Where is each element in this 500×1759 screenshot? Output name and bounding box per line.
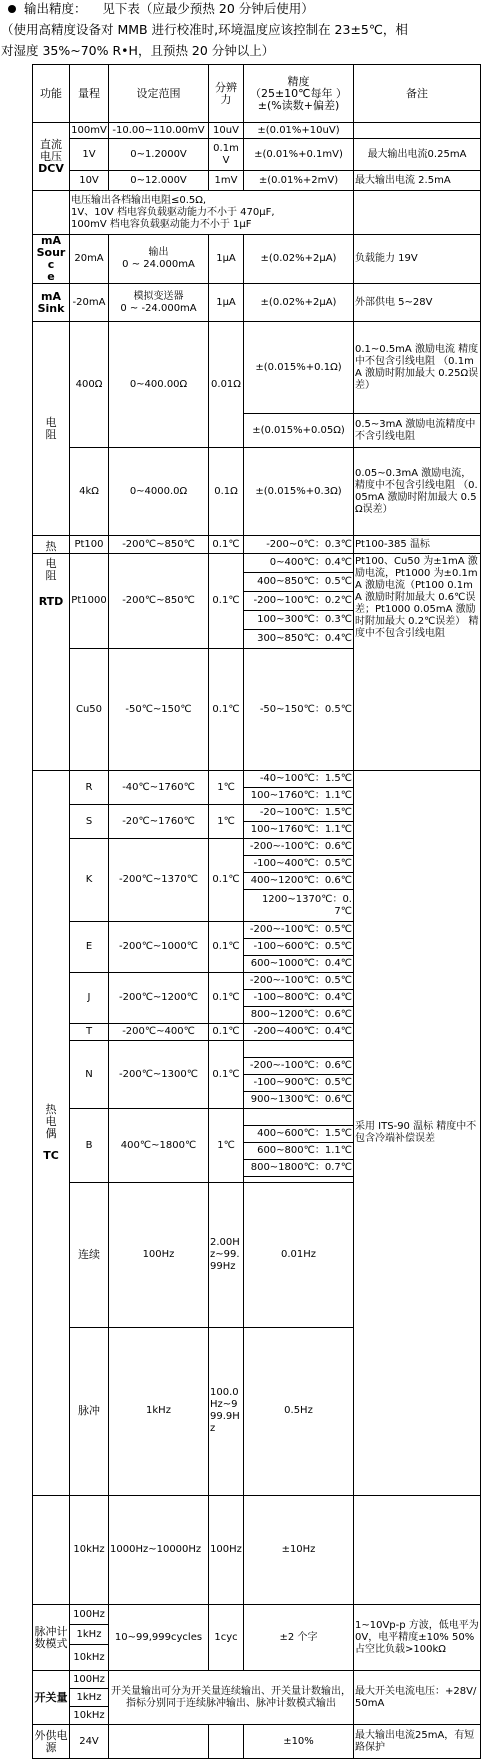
range-cell: 100Hz (70, 1671, 109, 1689)
col-accuracy-line1: 精度 (287, 74, 310, 88)
col-function: 功能 (33, 65, 70, 123)
note-cell: Pt100、Cu50 为±1mA 激励电流，Pt1000 为±0.1mA 激励电流（Pt100 0.1mA 激励时附加最大 0.6℃误差；Pt1000 0.05mA 激励时附加最大 0.2℃误差） 精度中不包含引线电阻 (354, 554, 481, 771)
table-row (33, 1495, 481, 1604)
acc-cell: 800~1200℃：0.6℃ (244, 1007, 354, 1024)
table-row (33, 536, 481, 554)
bullet-icon (8, 5, 16, 13)
res-cell: 1μA (209, 235, 244, 284)
empty-cell (354, 191, 481, 235)
set-cell: 2.00Hz~99.99Hz (209, 1183, 244, 1328)
table-row (33, 554, 481, 573)
res-cell: 0.1mV (209, 139, 244, 171)
acc-cell: ±10% (244, 1725, 354, 1759)
table-row (33, 235, 481, 284)
acc-cell: ±2 个字 (244, 1605, 354, 1671)
res-cell: 0.1Ω (209, 448, 244, 536)
table-row (33, 1725, 481, 1759)
acc-cell: -100~800℃：0.4℃ (244, 990, 354, 1007)
set-cell: 10~99,999cycles (109, 1605, 209, 1671)
func-switch: 开关量 (33, 1671, 70, 1725)
table-row (33, 139, 481, 171)
note-cell: 最大输出电流25mA，有短路保护 (354, 1725, 481, 1759)
res-cell: 100Hz (209, 1495, 244, 1604)
acc-cell-blank (244, 1041, 354, 1058)
res-cell: 0.5Hz (244, 1328, 354, 1496)
res-cell: 0.1℃ (209, 554, 244, 649)
acc-cell: -100~600℃：0.5℃ (244, 939, 354, 956)
res-cell (209, 1725, 244, 1759)
resist-label-2: 阻 (45, 427, 57, 441)
func-pulse-count: 脉冲计数模式 (33, 1605, 70, 1671)
acc-cell: -20~100℃：1.5℃ (244, 805, 354, 822)
acc-cell: ±(0.01%+0.1mV) (244, 139, 354, 171)
header-line-3: 对湿度 35%~70% R•H，且预热 20 分钟以上） (1, 43, 275, 58)
header-line-2: （使用高精度设备对 MMB 进行校准时,环境温度应该控制在 23±5℃，相 (1, 22, 408, 37)
set-cell: 400℃~1800℃ (109, 1109, 209, 1183)
res-cell: 1cyc (209, 1605, 244, 1671)
masource-label-3: e (47, 270, 55, 283)
set-cell: -20℃~1760℃ (109, 805, 209, 839)
res-cell: 0.1℃ (209, 536, 244, 554)
acc-cell: ±(0.015%+0.05Ω) (244, 414, 354, 448)
acc-cell: ±(0.02%+2μA) (244, 284, 354, 322)
range-cell: 10V (70, 171, 109, 191)
set-cell: -200℃~1000℃ (109, 922, 209, 973)
func-pulse: 脉冲 (70, 1328, 109, 1496)
func-supply: 外供电源 (33, 1725, 70, 1759)
dcv-footnote-2: 1V、10V 档电容负载驱动能力不小于 470μF, (71, 206, 275, 218)
table-row (33, 123, 481, 139)
range-cell: T (70, 1024, 109, 1041)
dcv-label-3: DCV (38, 161, 64, 175)
acc-cell-blank (244, 1109, 354, 1126)
res-cell: 10uV (209, 123, 244, 139)
set-cell: 0~4000.0Ω (109, 448, 209, 536)
note-cell (354, 123, 481, 139)
acc-cell: 800~1800℃：0.7℃ (244, 1160, 354, 1177)
note-cell: 最大输出电流0.25mA (354, 139, 481, 171)
acc-cell: 400~600℃：1.5℃ (244, 1126, 354, 1143)
col-range: 量程 (70, 65, 109, 123)
func-continuous: 连续 (70, 1183, 109, 1328)
table-row (33, 1671, 481, 1689)
col-setting: 设定范围 (109, 65, 209, 123)
rtd-label-2: 阻 (45, 569, 57, 582)
set-cell: 0~12.000V (109, 171, 209, 191)
acc-cell: 100~1760℃：1.1℃ (244, 788, 354, 805)
rtd-label-3: RTD (38, 595, 64, 608)
res-cell: 1℃ (209, 1109, 244, 1183)
res-cell: 0.1℃ (209, 649, 244, 771)
acc-cell: ±(0.02%+2μA) (244, 235, 354, 284)
acc-cell: ±10Hz (244, 1495, 354, 1604)
set-cell (109, 235, 209, 284)
set-cell: 0~1.2000V (109, 139, 209, 171)
res-cell: 1℃ (209, 805, 244, 839)
range-cell: 10kHz (70, 1495, 109, 1604)
tc-label-3: 偶 (45, 1126, 57, 1140)
res-cell: 0.01Hz (244, 1183, 354, 1328)
acc-cell: -200~-100℃：0.5℃ (244, 973, 354, 990)
range-cell: 20mA (70, 235, 109, 284)
dcv-footnote-1: 电压输出各档输出电阻≤0.5Ω, (71, 194, 207, 206)
set-cell: -200℃~850℃ (109, 536, 209, 554)
masink-label-1: mA (41, 289, 61, 303)
range-cell: Pt1000 (70, 554, 109, 649)
masink-set-1: 模拟变送器 (133, 290, 184, 302)
col-accuracy (244, 65, 354, 123)
func-rtd (33, 554, 70, 771)
acc-cell: 100~300℃：0.3℃ (244, 611, 354, 630)
acc-cell: 600~800℃：1.1℃ (244, 1143, 354, 1160)
note-cell: 0.1~0.5mA 激励电流 精度中不包含引线电阻 （0.1mA 激励时附加最大 0.25Ω误差） (354, 322, 481, 414)
range-cell: 24V (70, 1725, 109, 1759)
set-cell: -200℃~1300℃ (109, 1041, 209, 1109)
res-cell: 0.1℃ (209, 1041, 244, 1109)
acc-cell: -200~-100℃：0.6℃ (244, 839, 354, 856)
tc-label-4: TC (43, 1148, 59, 1162)
col-note: 备注 (354, 65, 481, 123)
func-ma-sink (33, 284, 70, 322)
range-cell: Pt100 (70, 536, 109, 554)
table-row (33, 171, 481, 191)
range-cell: 10kHz (70, 1707, 109, 1725)
res-cell: 0.1℃ (209, 839, 244, 922)
note-cell: 0.5~3mA 激励电流精度中不含引线电阻 (354, 414, 481, 448)
set-cell: -200℃~1200℃ (109, 973, 209, 1024)
acc-cell: -100~400℃：0.5℃ (244, 856, 354, 873)
acc-cell: -200~-100℃：0.6℃ (244, 1058, 354, 1075)
col-accuracy-line2: （25±10℃每年 ） (249, 86, 348, 100)
col-accuracy-line3: ±(%读数+偏差) (257, 98, 340, 112)
range-cell: E (70, 922, 109, 973)
table-row (33, 448, 481, 536)
acc-cell: -200~100℃：0.2℃ (244, 592, 354, 611)
range-cell: 100Hz (70, 1605, 109, 1625)
acc-cell: -200~-100℃：0.5℃ (244, 922, 354, 939)
masource-label-1: mA (41, 234, 61, 247)
set-cell: -200℃~400℃ (109, 1024, 209, 1041)
masink-label-2: Sink (37, 301, 65, 315)
acc-cell: -200~400℃：0.4℃ (244, 1024, 354, 1041)
col-resolution: 分辨力 (209, 65, 244, 123)
header-line-1 (0, 0, 500, 18)
masource-set-2: 0 ~ 24.000mA (122, 259, 195, 270)
set-cell: -50℃~150℃ (109, 649, 209, 771)
set-cell: 100.0Hz~999.9Hz (209, 1328, 244, 1496)
table-row (33, 1605, 481, 1625)
dcv-footnote-3: 100mV 档电容负载驱动能力不小于 1μF (71, 218, 252, 230)
range-cell: 400Ω (70, 322, 109, 448)
spec-table (32, 64, 481, 1759)
note-cell: 外部供电 5~28V (354, 284, 481, 322)
range-cell: -20mA (70, 284, 109, 322)
masource-label-2: Sourc (36, 246, 66, 271)
range-cell: 10kHz (70, 1645, 109, 1671)
acc-cell: ±(0.01%+2mV) (244, 171, 354, 191)
set-cell: 0~400.00Ω (109, 322, 209, 448)
note-cell: 1~10Vp-p 方波，低电平为 0V，电平精度±10% 50%占空比负载>100kΩ (354, 1605, 481, 1671)
note-cell: 0.05~0.3mA 激励电流，精度中不包含引线电阻 （0.05mA 激励时附加最大 0.5Ω误差） (354, 448, 481, 536)
table-row (33, 771, 481, 788)
res-cell: 1℃ (209, 771, 244, 805)
range-cell: 4kΩ (70, 448, 109, 536)
res-cell: 1μA (209, 284, 244, 322)
masource-set-1: 输出 (148, 247, 169, 258)
table-header-row (33, 65, 481, 123)
func-dcv (33, 123, 70, 191)
res-cell: 0.1℃ (209, 922, 244, 973)
range-cell: 100mV (70, 123, 109, 139)
set-cell (109, 284, 209, 322)
range-cell: J (70, 973, 109, 1024)
header-see: 见下表（应最少预热 20 分钟后使用） (102, 1, 314, 16)
note-cell: Pt100-385 温标 (354, 536, 481, 554)
res-cell: 0.01Ω (209, 322, 244, 448)
acc-cell: 600~1000℃：0.4℃ (244, 956, 354, 973)
acc-cell: 0~400℃：0.4℃ (244, 554, 354, 573)
acc-cell: ±(0.01%+10uV) (244, 123, 354, 139)
acc-cell: ±(0.015%+0.3Ω) (244, 448, 354, 536)
set-cell: -200℃~850℃ (109, 554, 209, 649)
set-cell: -200℃~1370℃ (109, 839, 209, 922)
switch-desc: 开关量输出可分为开关量连续输出、开关量计数输出，指标分别同于连续脉冲输出、脉冲计数模式输出 (109, 1671, 354, 1725)
empty-cell (33, 1495, 70, 1604)
range-cell: 1V (70, 139, 109, 171)
res-cell: 0.1℃ (209, 1024, 244, 1041)
acc-cell: ±(0.015%+0.1Ω) (244, 322, 354, 414)
note-cell: 负载能力 19V (354, 235, 481, 284)
set-cell: -40℃~1760℃ (109, 771, 209, 805)
range-cell: 1kHz (109, 1328, 209, 1496)
empty-cell (33, 191, 70, 235)
masink-set-2: 0 ~ -24.000mA (120, 302, 197, 314)
table-row (33, 284, 481, 322)
dcv-label-2: 电压 (40, 149, 62, 163)
func-ma-source (33, 235, 70, 284)
tc-label-2: 电 (45, 1114, 57, 1128)
acc-cell: -50~150℃：0.5℃ (244, 649, 354, 771)
func-resistance (33, 322, 70, 536)
acc-cell: 300~850℃：0.4℃ (244, 630, 354, 649)
dcv-footnote (70, 191, 354, 235)
range-cell: R (70, 771, 109, 805)
range-cell: Cu50 (70, 649, 109, 771)
note-cell: 采用 ITS-90 温标 精度中不包含冷端补偿误差 (354, 771, 481, 1496)
func-tc (33, 771, 70, 1496)
range-cell: 1kHz (70, 1625, 109, 1645)
range-cell: K (70, 839, 109, 922)
resist-label-1: 电 (45, 415, 57, 429)
rtd-label-1: 电 (45, 557, 57, 570)
range-cell: S (70, 805, 109, 839)
dcv-label-1: 直流 (40, 137, 62, 151)
table-row (33, 191, 481, 235)
acc-cell: 1200~1370℃：0.7℃ (244, 890, 354, 922)
set-cell: -10.00~110.00mV (109, 123, 209, 139)
func-rtd-heat: 热 (33, 536, 70, 554)
range-cell: 100Hz (109, 1183, 209, 1328)
note-cell: 最大开关电流电压：+28V/50mA (354, 1671, 481, 1725)
acc-cell: 400~1200℃：0.6℃ (244, 873, 354, 890)
acc-cell: 900~1300℃：0.6℃ (244, 1092, 354, 1109)
acc-cell: -200~0℃：0.3℃ (244, 536, 354, 554)
acc-cell: -100~900℃：0.5℃ (244, 1075, 354, 1092)
res-cell: 0.1℃ (209, 973, 244, 1024)
set-cell (109, 1725, 209, 1759)
header-title: 输出精度： (24, 1, 87, 16)
tc-label-1: 热 (45, 1102, 57, 1116)
acc-cell: 400~850℃：0.5℃ (244, 573, 354, 592)
range-cell: N (70, 1041, 109, 1109)
set-cell: 1000Hz~10000Hz (109, 1495, 209, 1604)
range-cell: 1kHz (70, 1689, 109, 1707)
acc-cell: 100~1760℃：1.1℃ (244, 822, 354, 839)
range-cell: B (70, 1109, 109, 1183)
res-cell: 1mV (209, 171, 244, 191)
note-cell: 最大输出电流 2.5mA (354, 171, 481, 191)
table-row (33, 322, 481, 414)
acc-cell: -40~100℃：1.5℃ (244, 771, 354, 788)
